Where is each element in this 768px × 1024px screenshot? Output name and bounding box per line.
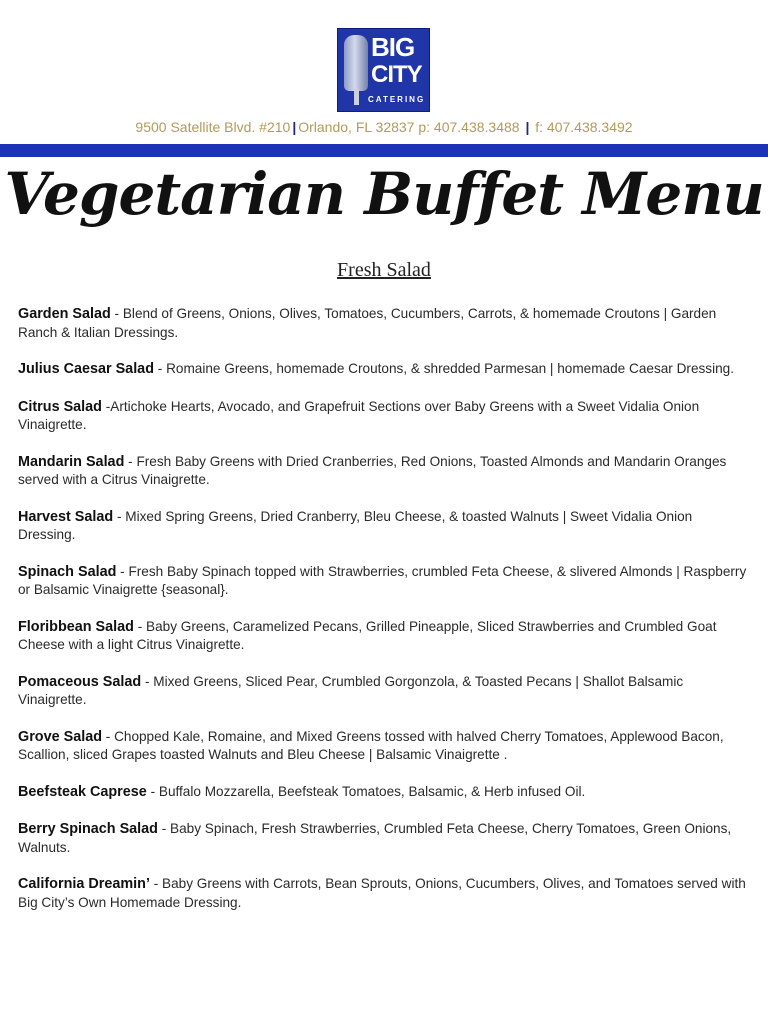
menu-item-name: Spinach Salad xyxy=(18,563,117,580)
menu-item xyxy=(18,875,753,911)
menu-item-name: Grove Salad xyxy=(18,728,102,745)
menu-item-description: - Buffalo Mozzarella, Beefsteak Tomatoes, Balsamic, & Herb infused Oil. xyxy=(146,783,586,799)
logo-big-text: BIG xyxy=(371,32,415,62)
menu-item-name: Garden Salad xyxy=(18,306,111,322)
header-divider-bar xyxy=(0,144,768,157)
separator: | xyxy=(292,119,297,135)
microphone-stand xyxy=(354,89,359,105)
menu-item-name: Beefsteak Caprese xyxy=(18,783,147,800)
logo-catering-text: CATERING xyxy=(368,95,426,104)
menu-item-name: Citrus Salad xyxy=(18,398,102,415)
menu-item xyxy=(18,360,753,379)
menu-item-description: - Mixed Spring Greens, Dried Cranberry, Bleu Cheese, & toasted Walnuts | Sweet Vidalia Onion Dressing. xyxy=(18,508,693,542)
menu-item-description: - Fresh Baby Greens with Dried Cranberries, Red Onions, Toasted Almonds and Mandarin Oranges served with a Citrus Vinaigrette. xyxy=(18,453,727,487)
logo-city-text: CITY xyxy=(371,61,422,88)
menu-item-description: - Chopped Kale, Romaine, and Mixed Greens tossed with halved Cherry Tomatoes, Applewood Bacon, Scallion, sliced Grapes toasted Walnuts and Bleu Cheese | Balsamic Vinaigrette . xyxy=(18,728,724,762)
menu-item-description: - Baby Greens, Caramelized Pecans, Grilled Pineapple, Sliced Strawberries and Crumbled Goat Cheese with a light Citrus Vinaigrette. xyxy=(18,618,717,652)
section-title: Fresh Salad xyxy=(337,259,431,281)
menu-item xyxy=(18,783,753,802)
menu-item-description: - Baby Spinach, Fresh Strawberries, Crumbled Feta Cheese, Cherry Tomatoes, Green Onions, Walnuts. xyxy=(18,821,732,855)
separator: | xyxy=(525,119,530,135)
menu-item-name: Pomaceous Salad xyxy=(18,673,142,690)
menu-item-name: California Dreamin’ xyxy=(18,876,150,892)
menu-item-description: - Mixed Greens, Sliced Pear, Crumbled Gorgonzola, & Toasted Pecans | Shallot Balsamic Vinaigrette. xyxy=(18,673,684,707)
menu-item-name: Floribbean Salad xyxy=(18,618,134,635)
contact-line xyxy=(0,119,768,135)
menu-item xyxy=(18,453,753,489)
menu-item xyxy=(18,305,753,341)
menu-item-description: - Baby Greens with Carrots, Bean Sprouts, Onions, Cucumbers, Olives, and Tomatoes served with Big City’s Own Homemade Dressing. xyxy=(18,876,746,910)
fax-number: f: 407.438.3492 xyxy=(535,119,633,135)
menu-item-description: - Blend of Greens, Onions, Olives, Tomatoes, Cucumbers, Carrots, & homemade Croutons | Garden Ranch & Italian Dressings. xyxy=(18,306,717,340)
menu-item xyxy=(18,563,753,599)
menu-item xyxy=(18,820,753,856)
city-phone: Orlando, FL 32837 p: 407.438.3488 xyxy=(298,119,520,135)
menu-item-name: Harvest Salad xyxy=(18,508,114,525)
microphone-icon xyxy=(344,35,368,91)
menu-item-description: - Romaine Greens, homemade Croutons, & shredded Parmesan | homemade Caesar Dressing. xyxy=(153,361,735,376)
menu-item xyxy=(18,728,753,764)
street-address: 9500 Satellite Blvd. #210 xyxy=(135,119,291,135)
big-city-catering-logo xyxy=(337,28,430,112)
menu-item-name: Julius Caesar Salad xyxy=(18,361,154,377)
menu-item-description: -Artichoke Hearts, Avocado, and Grapefruit Sections over Baby Greens with a Sweet Vidalia Onion Vinaigrette. xyxy=(18,398,700,432)
menu-item-name: Berry Spinach Salad xyxy=(18,821,158,837)
page-title: Vegetarian Buffet Menu xyxy=(4,160,764,228)
menu-item xyxy=(18,398,753,434)
menu-item xyxy=(18,673,753,709)
menu-item-name: Mandarin Salad xyxy=(18,453,125,470)
menu-items-list xyxy=(18,305,753,911)
menu-item xyxy=(18,508,753,544)
menu-item xyxy=(18,618,753,654)
menu-item-description: - Fresh Baby Spinach topped with Strawberries, crumbled Feta Cheese, & slivered Almonds | Raspberry or Balsamic Vinaigrette {seasonal}. xyxy=(18,563,747,597)
